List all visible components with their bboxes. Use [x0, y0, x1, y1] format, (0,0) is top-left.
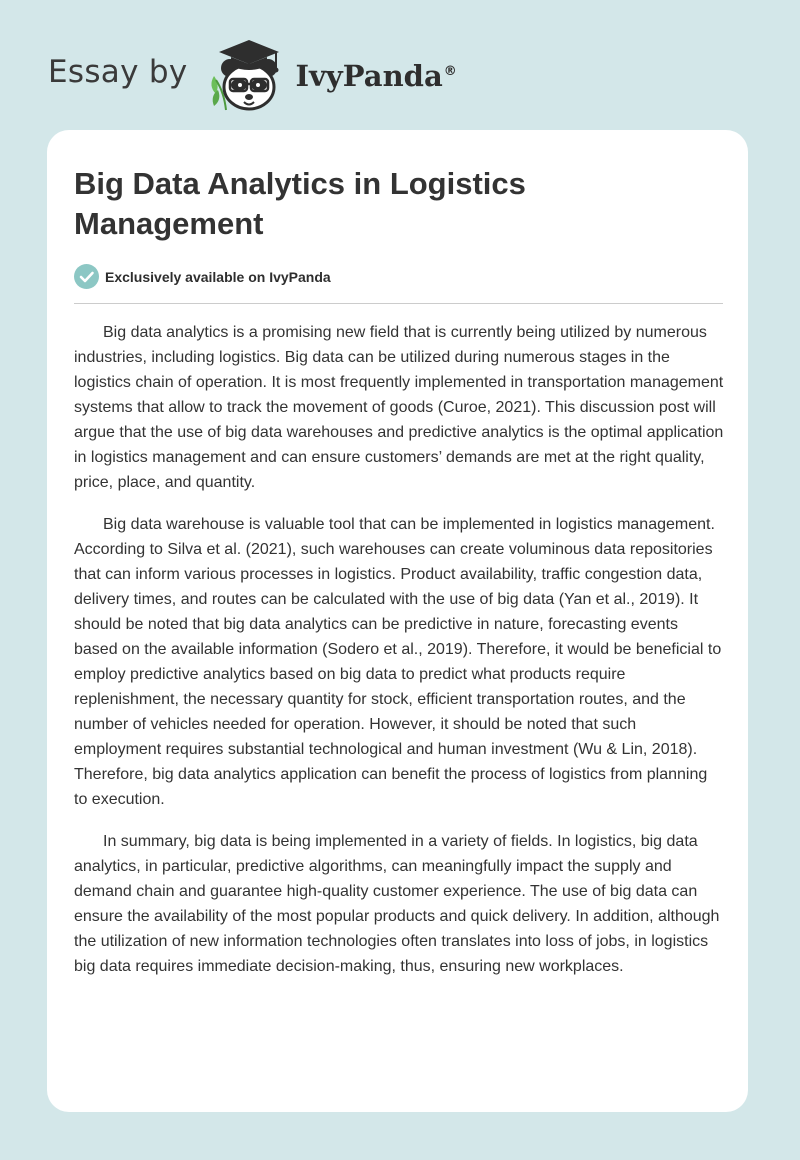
exclusive-label: Exclusively available on IvyPanda	[105, 268, 331, 285]
paragraph: In summary, big data is being implemented in a variety of fields. In logistics, big data analytics, in particular, predictive algorithms, can meaningfully impact the supply and demand chain and guarantee high-quality customer experience. The use of big data can ensure the availability of the most popular products and quick delivery. In addition, although the utilization of new information technologies often translates into loss of jobs, in logistics big data requires immediate decision-making, thus, ensuring new workplaces.	[74, 833, 720, 975]
paragraph: Big data analytics is a promising new field that is currently being utilized by numerous industries, including logistics. Big data can be utilized during numerous stages in the logistics chain of operation. It is most frequently implemented in transportation management systems that allow to track the movement of goods (Curoe, 2021). This discussion post will argue that the use of big data warehouses and predictive analytics is the optimal application in logistics management and can ensure customers’ demands are met at the right quality, price, place, and quantity.	[74, 324, 724, 491]
divider	[74, 303, 723, 304]
exclusive-badge	[74, 264, 331, 289]
essay-card	[47, 130, 748, 1112]
paragraph: Big data warehouse is valuable tool that can be implemented in logistics management. According to Silva et al. (2021), such warehouses can create voluminous data repositories that can inform various processes in logistics. Product availability, traffic congestion data, delivery times, and routes can be calculated with the use of big data (Yan et al., 2019). It should be noted that big data analytics can be predictive in nature, forecasting events based on the available information (Sodero et al., 2019). Therefore, it would be beneficial to employ predictive analytics based on big data to predict what products require replenishment, the necessary quantity for stock, efficient transportation routes, and the number of vehicles needed for operation. However, it should be noted that such employment requires substantial technological and human investment (Wu & Lin, 2018). Therefore, big data analytics application can benefit the process of logistics from planning to execution.	[74, 516, 722, 808]
essay-by-label: Essay by	[48, 54, 188, 90]
ivypanda-wordmark: IvyPanda®	[295, 59, 457, 93]
check-circle-icon	[74, 264, 99, 289]
essay-title: Big Data Analytics in Logistics Management	[74, 166, 526, 241]
panda-graduate-icon	[204, 34, 294, 114]
ivypanda-brand-logo[interactable]	[48, 34, 457, 114]
essay-body	[74, 320, 724, 996]
